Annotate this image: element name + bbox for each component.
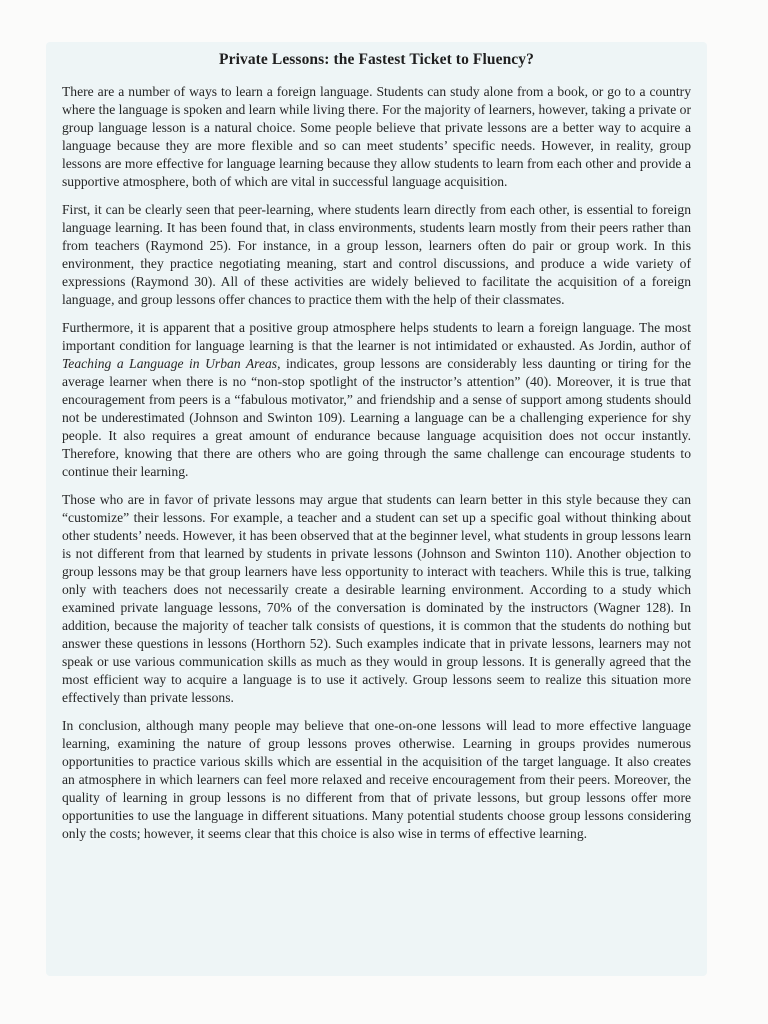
paragraph-group-atmosphere: [62, 319, 691, 481]
paragraph-introduction: There are a number of ways to learn a foreign language. Students can study alone from a book, or go to a country where the language is spoken and learn while living there. For the majority of learners, however, taking a private or group language lesson is a natural choice. Some people believe that private lessons are a better way to acquire a language because they are more flexible and so can meet students’ specific needs. However, in reality, group lessons are more effective for language learning because they allow students to learn from each other and provide a supportive atmosphere, both of which are vital in successful language acquisition.: [62, 84, 691, 189]
paragraph-peer-learning: First, it can be clearly seen that peer-learning, where students learn directly from each other, is essential to foreign language learning. It has been found that, in class environments, students learn mostly from their peers rather than from teachers (Raymond 25). For instance, in a group lesson, learners often do pair or group work. In this environment, they practice negotiating meaning, start and control discussions, and produce a wide variety of expressions (Raymond 30). All of these activities are widely believed to facilitate the acquisition of a foreign language, and group lessons offer chances to practice them with the help of their classmates.: [62, 202, 691, 307]
paragraph-text-segment: , indicates, group lessons are considerably less daunting or tiring for the average learner when there is no “non-stop spotlight of the instructor’s attention” (40). Moreover, it is true that encouragement from peers is a “fabulous motivator,” and friendship and a sense of support among students should not be underestimated (Johnson and Swinton 109). Learning a language can be a challenging experience for shy people. It also requires a great amount of endurance because language acquisition does not occur instantly. Therefore, knowing that there are others who are going through the same challenge can encourage students to continue their learning.: [62, 356, 692, 479]
paragraph-conclusion: In conclusion, although many people may believe that one-on-one lessons will lead to more effective language learning, examining the nature of group lessons proves otherwise. Learning in groups provides numerous opportunities to practice various skills which are essential in the acquisition of the target language. It also creates an atmosphere in which learners can feel more relaxed and receive encouragement from their peers. Moreover, the quality of learning in group lessons is no different from that of private lessons, but group lessons offer more opportunities to use the language in different situations. Many potential students choose group lessons considering only the costs; however, it seems clear that this choice is also wise in terms of effective learning.: [62, 718, 691, 841]
book-title: Teaching a Language in Urban Areas: [62, 356, 278, 371]
paragraph-text-segment: Furthermore, it is apparent that a positive group atmosphere helps students to learn a foreign language. The most important condition for language learning is that the learner is not intimidated or exhausted. As Jordin, author of: [62, 320, 691, 353]
paragraph-counterargument: Those who are in favor of private lessons may argue that students can learn better in this style because they can “customize” their lessons. For example, a teacher and a student can set up a specific goal without thinking about other students’ needs. However, it has been observed that at the beginner level, what students in group lessons learn is not different from that learned by students in private lessons (Johnson and Swinton 110). Another objection to group lessons may be that group learners have less opportunity to interact with teachers. While this is true, talking only with teachers does not necessarily create a desirable learning environment. According to a study which examined private language lessons, 70% of the conversation is dominated by the instructors (Wagner 128). In addition, because the majority of teacher talk consists of questions, it is common that the students do nothing but answer these questions in lessons (Horthorn 52). Such examples indicate that in private lessons, learners may not speak or use various communication skills as much as they would in group lessons. It is generally agreed that the most efficient way to acquire a language is to use it actively. Group lessons seem to realize this situation more effectively than private lessons.: [62, 492, 691, 705]
essay-title: Private Lessons: the Fastest Ticket to Fluency?: [219, 51, 534, 68]
essay-panel: [46, 42, 707, 976]
